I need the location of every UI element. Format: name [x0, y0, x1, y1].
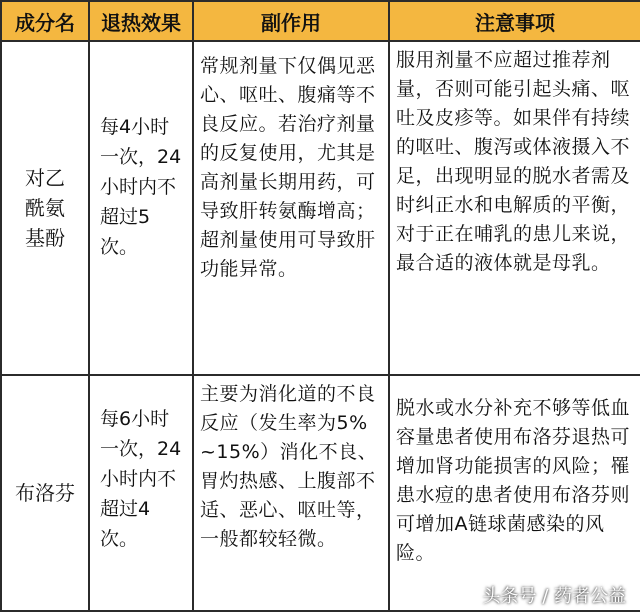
fever-effect-text: 每6小时一次，24小时内不超过4次。	[100, 408, 182, 550]
side-effects-text: 主要为消化道的不良反应（发生率为5%~15%）消化不良、胃灼热感、上腹部不适、恶心、呕吐等，一般都较轻微。	[200, 383, 378, 550]
header-fever-effect: 退热效果	[89, 1, 193, 41]
side-effects-cell	[193, 375, 389, 611]
side-effects-text: 常规剂量下仅偶见恶心、呕吐、腹痛等不良反应。若治疗剂量的反复使用，尤其是高剂量长期用药，可导致肝转氨酶增高；超剂量使用可导致肝功能异常。	[200, 55, 376, 280]
fever-effect-text: 每4小时一次，24小时内不超过5次。	[100, 116, 182, 258]
ingredient-cell	[1, 41, 89, 375]
side-effects-cell	[193, 41, 389, 375]
fever-effect-cell	[89, 41, 193, 375]
header-notes: 注意事项	[389, 1, 640, 41]
table-header-row	[1, 1, 640, 41]
ingredient-name: 布洛芬	[15, 481, 75, 505]
table-row	[1, 41, 640, 375]
ingredient-cell	[1, 375, 89, 611]
table-row	[1, 375, 640, 611]
fever-effect-cell	[89, 375, 193, 611]
header-side-effects: 副作用	[193, 1, 389, 41]
ingredient-name: 对乙酰氨基酚	[25, 166, 65, 250]
notes-text: 脱水或水分补充不够等低血容量患者使用布洛芬退热可增加肾功能损害的风险；罹患水痘的患者使用布洛芬则可增加A链球菌感染的风险。	[396, 397, 631, 564]
source-watermark: 头条号 / 药者公益	[482, 586, 626, 607]
notes-cell	[389, 375, 640, 611]
notes-cell	[389, 41, 640, 375]
notes-text: 服用剂量不应超过推荐剂量，否则可能引起头痛、呕吐及皮疹等。如果伴有持续的呕吐、腹泻或体液摄入不足，出现明显的脱水者需及时纠正水和电解质的平衡，对于正在哺乳的患儿来说，最合适的液体就是母乳。	[396, 49, 631, 274]
header-ingredient: 成分名	[1, 1, 89, 41]
